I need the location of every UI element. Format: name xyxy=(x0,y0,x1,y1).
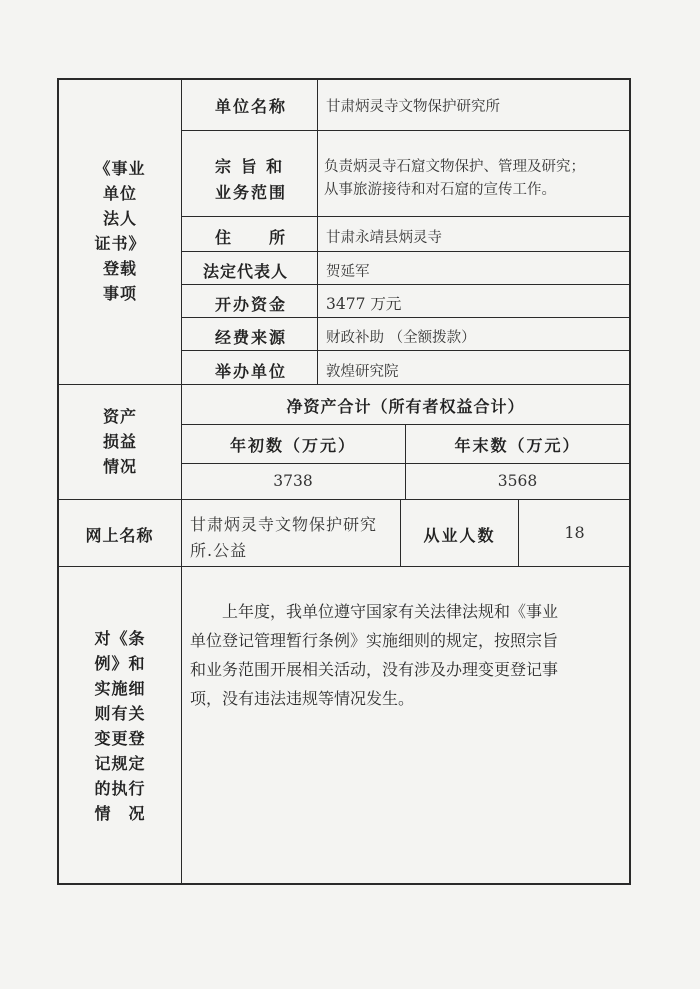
label-sponsor: 举办单位 xyxy=(215,362,288,381)
col-end-header: 年末数（万元） xyxy=(454,436,581,455)
row-line xyxy=(181,317,630,318)
net-assets-header: 净资产合计（所有者权益合计） xyxy=(286,397,525,416)
divider-label-value xyxy=(317,78,318,384)
label-unit-name: 单位名称 xyxy=(215,97,288,116)
border-left xyxy=(57,78,59,885)
value-sponsor: 敦煌研究院 xyxy=(326,364,399,380)
label-purpose-line1: 宗 旨 和 xyxy=(215,157,285,176)
divider-side-3 xyxy=(181,499,182,566)
label-capital: 开办资金 xyxy=(215,295,288,314)
value-unit-name: 甘肃炳灵寺文物保护研究所 xyxy=(326,99,500,115)
section-line xyxy=(57,566,630,567)
online-name-line2: 所.公益 xyxy=(190,541,248,560)
value-start: 3738 xyxy=(273,472,313,490)
label-funding: 经费来源 xyxy=(215,328,288,347)
staff-value: 18 xyxy=(564,523,585,542)
row-line xyxy=(181,216,630,217)
value-legal-rep: 贺延军 xyxy=(326,264,370,280)
value-funding: 财政补助 （全额拨款） xyxy=(326,330,476,346)
value-end: 3568 xyxy=(497,472,538,490)
row-line xyxy=(181,251,630,252)
row-line xyxy=(181,350,630,351)
row-line xyxy=(181,284,630,285)
section-line xyxy=(57,384,630,385)
value-purpose-line1: 负责炳灵寺石窟文物保护、管理及研究； xyxy=(324,159,585,175)
staff-label: 从业人数 xyxy=(423,526,496,545)
row-line xyxy=(181,130,630,131)
value-purpose-line2: 从事旅游接待和对石窟的宣传工作。 xyxy=(324,182,556,198)
online-name-label: 网上名称 xyxy=(85,526,154,545)
section-line xyxy=(57,499,630,500)
value-capital: 3477 万元 xyxy=(326,295,402,313)
label-legal-rep: 法定代表人 xyxy=(203,262,289,281)
border-bottom xyxy=(57,883,631,885)
section2-side-label: 资产 损益 情况 xyxy=(102,407,137,476)
label-purpose-line2: 业务范围 xyxy=(215,183,288,202)
section1-side-label: 《事业 单位 法人 证书》 登载 事项 xyxy=(94,159,146,303)
col-start-header: 年初数（万元） xyxy=(229,436,356,455)
value-address: 甘肃永靖县炳灵寺 xyxy=(326,230,442,246)
compliance-statement: 上年度，我单位遵守国家有关法律法规和《事业 单位登记管理暂行条例》实施细则的规定，按照宗旨 和业务范围开展相关活动，没有涉及办理变更登记事 项，没有违法违规等情况发生。 xyxy=(190,602,559,708)
online-name-line1: 甘肃炳灵寺文物保护研究 xyxy=(190,515,378,534)
section4-side-label: 对《条 例》和 实施细 则有关 变更登 记规定 的执行 情 况 xyxy=(94,629,146,823)
label-address: 住 所 xyxy=(215,228,288,247)
divider-side-4 xyxy=(181,566,182,884)
divider-side-1 xyxy=(181,78,182,384)
border-top xyxy=(57,78,631,80)
